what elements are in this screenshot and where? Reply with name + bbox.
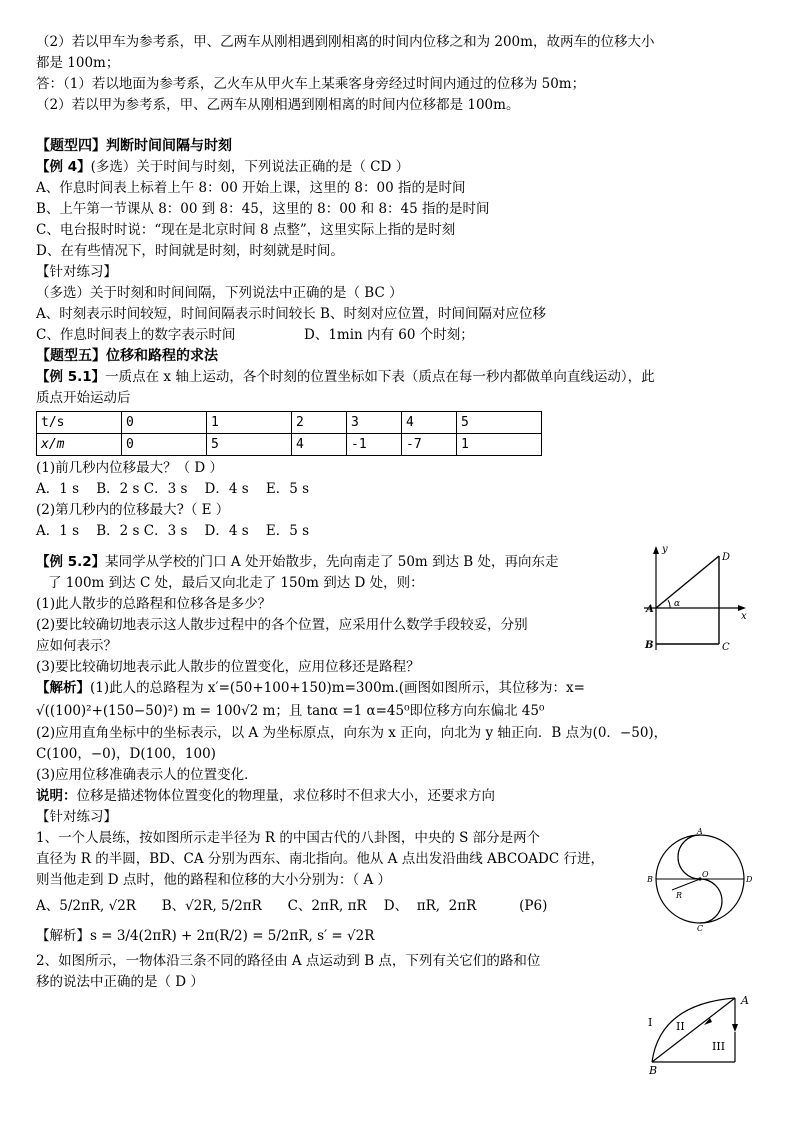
- example-4: [36, 157, 762, 178]
- options: A．1 s B．2 s C．3 s D．4 s E．5 s: [36, 481, 310, 497]
- analysis-formula: √((100)²+(150−50)²) m = 100√2 m；且 tanα =1 α=45⁰即位移方向东偏北 45⁰: [36, 703, 545, 719]
- option: C、作息时间表上的数字表示时间 D、1min 内有 60 个时刻；: [36, 327, 474, 343]
- table-cell: x/m: [37, 434, 122, 456]
- analysis-label: 【解析】: [36, 680, 90, 696]
- label-II: II: [676, 1020, 685, 1033]
- label-y: y: [662, 544, 668, 555]
- question: (1)此人散步的总路程和位移各是多少？: [36, 596, 272, 612]
- table-row: [37, 412, 542, 434]
- label-B: B: [647, 875, 653, 884]
- practice-label: 【针对练习】: [36, 264, 117, 280]
- table-cell: 5: [457, 412, 542, 434]
- question: (3)要比较确切地表示此人散步的位置变化，应用位移还是路程？: [36, 659, 420, 675]
- example-label: 【例 5.2】: [36, 554, 106, 570]
- question: (2)要比较确切地表示这人散步过程中的各个位置，应采用什么数学手段较妥，分别: [36, 617, 528, 633]
- label-III: III: [712, 1040, 726, 1053]
- label-B: B: [649, 1064, 658, 1075]
- practice-label: 【针对练习】: [36, 809, 117, 825]
- table-cell: 4: [292, 434, 347, 456]
- analysis: [36, 678, 762, 699]
- text-line: 答：（1）若以地面为参考系，乙火车从甲火车上某乘客身旁经过时间内通过的位移为 50m；: [36, 76, 586, 92]
- table-cell: 1: [207, 412, 292, 434]
- option: A、作息时间表上标着上午 8：00 开始上课，这里的 8：00 指的是时间: [36, 180, 466, 196]
- table-cell: -7: [402, 434, 457, 456]
- table-cell: -1: [347, 434, 402, 456]
- analysis-text: (2)应用直角坐标中的坐标表示，以 A 为坐标原点，向东为 x 正向，向北为 y 轴正向．B 点为(0．−50)，: [36, 725, 668, 741]
- walk-path-figure: [640, 542, 750, 660]
- options: A．1 s B．2 s C．3 s D．4 s E．5 s: [36, 523, 310, 539]
- practice-2: 2、如图所示，一物体沿三条不同的路径由 A 点运动到 B 点，下列有关它们的路和位: [36, 953, 541, 969]
- analysis-text: (1)此人的总路程为 x′=(50+100+150)m=300m.(画图如图所示，其位移为：x=: [90, 680, 585, 696]
- section-title-type5: 【题型五】位移和路程的求法: [36, 348, 218, 364]
- label-x: x: [741, 611, 747, 622]
- practice-1: 直径为 R 的半圆，BD、CA 分别为西东、南北指向。他从 A 点出发沿曲线 ABCOADC 行进，: [36, 851, 604, 867]
- label-B: B: [645, 640, 654, 651]
- bagua-figure: [642, 826, 760, 932]
- label-I: I: [648, 1016, 653, 1029]
- option: D、在有些情况下，时间就是时刻，时刻就是时间。: [36, 243, 344, 259]
- option: C、电台报时时说：“现在是北京时间 8 点整”，这里实际上指的是时刻: [36, 222, 456, 238]
- note-text: 位移是描述物体位置变化的物理量，求位移时不但求大小，还要求方向: [76, 788, 495, 804]
- position-table: [36, 411, 542, 456]
- example-text: 某同学从学校的门口 A 处开始散步，先向南走了 50m 到达 B 处，再向东走: [105, 554, 559, 570]
- example-text: 一质点在 x 轴上运动，各个时刻的位置坐标如下表（质点在每一秒内都做单向直线运动），此: [105, 369, 655, 385]
- table-cell: 3: [347, 412, 402, 434]
- table-row: [37, 434, 542, 456]
- label-D: D: [746, 875, 753, 884]
- question: （多选）关于时刻和时间间隔，下列说法中正确的是（ BC ）: [36, 285, 403, 301]
- option: B、上午第一节课从 8：00 到 8：45，这里的 8：00 和 8：45 指的是时间: [36, 201, 490, 217]
- example-label: 【例 5.1】: [36, 369, 106, 385]
- label-O: O: [702, 870, 709, 879]
- label-alpha: α: [674, 599, 681, 609]
- note: [36, 786, 762, 807]
- question: (1)前几秒内位移最大？（ D ）: [36, 460, 224, 476]
- practice-2: 移的说法中正确的是（ D ）: [36, 974, 204, 990]
- label-A: A: [741, 994, 749, 1007]
- example-text-cont: 了 100m 到达 C 处，最后又向北走了 150m 到达 D 处，则：: [48, 575, 424, 591]
- example-5-1: [36, 367, 762, 388]
- example-text-cont: 质点开始运动后: [36, 390, 131, 406]
- section-title-type4: 【题型四】判断时间间隔与时刻: [36, 138, 232, 154]
- table-cell: 0: [122, 412, 207, 434]
- practice-1-options: A、5/2πR, √2R B、√2R, 5/2πR C、2πR, πR D、 πR, 2πR (P6): [36, 898, 548, 914]
- label-A: A: [697, 827, 703, 836]
- question: 应如何表示？: [36, 638, 117, 654]
- table-cell: 0: [122, 434, 207, 456]
- table-cell: 1: [457, 434, 542, 456]
- text-line: （2）若以甲为参考系，甲、乙两车从刚相遇到刚相离的时间内位移都是 100m。: [36, 97, 520, 113]
- note-label: 说明：: [36, 788, 77, 804]
- option: A、时刻表示时间较短，时间间隔表示时间较长 B、时刻对应位置，时间间隔对应位移: [36, 306, 546, 322]
- example-text: (多选）关于时间与时刻，下列说法正确的是（ CD ）: [90, 159, 410, 175]
- table-cell: 2: [292, 412, 347, 434]
- label-C: C: [697, 924, 704, 932]
- analysis-text: (3)应用位移准确表示人的位置变化．: [36, 767, 258, 783]
- practice-1: 1、一个人晨练，按如图所示走半径为 R 的中国古代的八卦图，中央的 S 部分是两个: [36, 830, 541, 846]
- question: (2)第几秒内的位移最大?（ E ）: [36, 502, 230, 518]
- text-line: （2）若以甲车为参考系，甲、乙两车从刚相遇到刚相离的时间内位移之和为 200m，故两车的位移大小: [36, 34, 655, 50]
- text-line: 都是 100m；: [36, 55, 120, 71]
- three-paths-figure: [640, 990, 760, 1075]
- label-A: A: [646, 604, 654, 615]
- table-cell: t/s: [37, 412, 122, 434]
- table-cell: 4: [402, 412, 457, 434]
- practice-1: 则当他走到 D 点时，他的路程和位移的大小分别为：（ A ）: [36, 872, 391, 888]
- table-cell: 5: [207, 434, 292, 456]
- practice-1-analysis: 【解析】s = 3/4(2πR) + 2π(R/2) = 5/2πR, s′ = √2R: [36, 928, 375, 944]
- label-D: D: [722, 552, 731, 563]
- analysis-text: C(100，−0)，D(100，100): [36, 746, 216, 762]
- label-R: R: [676, 891, 683, 900]
- label-C: C: [722, 642, 730, 653]
- example-label: 【例 4】: [36, 159, 91, 175]
